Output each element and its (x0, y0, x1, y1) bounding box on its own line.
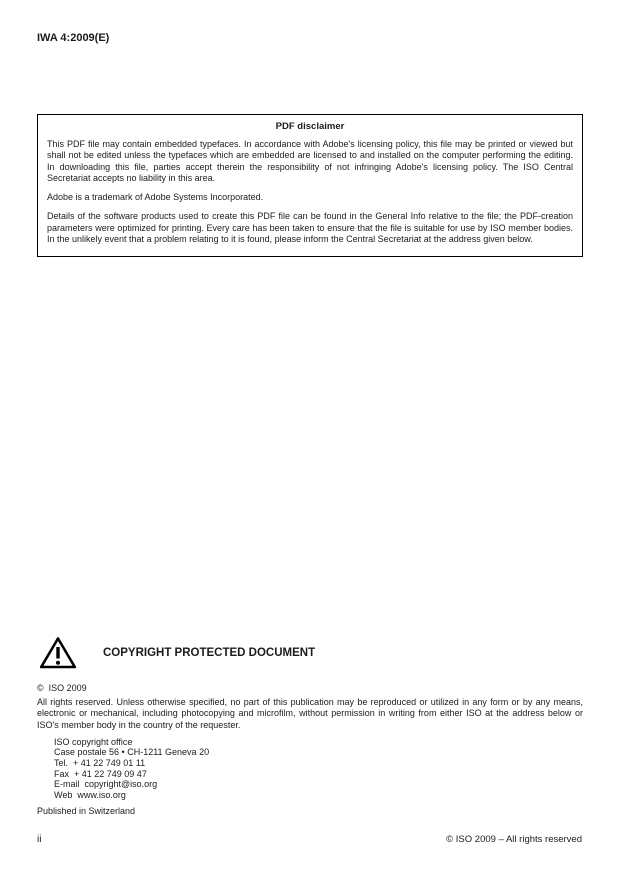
disclaimer-title: PDF disclaimer (275, 121, 345, 132)
disclaimer-paragraph: This PDF file may contain embedded typefaces. In accordance with Adobe's licensing policy, this file may be printed or viewed but shall not be edited unless the typefaces which are embedded are licensed to and installed on the computer performing the editing. In downloading this file, parties accept therein the responsibility of not infringing Adobe's licensing policy. The ISO Central Secretariat accepts no liability in this area. (47, 139, 573, 183)
published-line: Published in Switzerland (37, 806, 136, 817)
disclaimer-paragraph: Adobe is a trademark of Adobe Systems Incorporated. (47, 192, 264, 202)
iso-address-block (54, 737, 583, 801)
address-line-fax: Fax + 41 22 749 09 47 (54, 768, 147, 779)
copyright-section (37, 636, 583, 816)
warning-triangle-icon (39, 636, 77, 670)
address-line-web: Web www.iso.org (54, 789, 126, 800)
address-line-email: E-mail copyright@iso.org (54, 779, 158, 790)
copyright-heading: COPYRIGHT PROTECTED DOCUMENT (103, 647, 316, 659)
disclaimer-paragraph: Details of the software products used to create this PDF file can be found in the General Info relative to the file; the PDF-creation parameters were optimized for printing. Every care has been taken to ensure that the file is suitable for use by ISO member bodies. In the unlikely event that a problem relating to it is found, please inform the Central Secretariat at the address given below. (47, 211, 573, 244)
pdf-disclaimer-box (37, 114, 583, 257)
address-line-postal: Case postale 56 • CH-1211 Geneva 20 (54, 747, 210, 758)
footer-copyright: © ISO 2009 – All rights reserved (446, 834, 582, 845)
page-number: ii (37, 834, 42, 845)
copyright-header (37, 636, 583, 670)
address-line-office: ISO copyright office (54, 736, 133, 747)
copyright-year-line: © ISO 2009 (37, 683, 87, 693)
rights-paragraph: All rights reserved. Unless otherwise specified, no part of this publication may be reproduced or utilized in any form or by any means, electronic or mechanical, including photocopying and microfilm, without permission in writing from either ISO at the address below or ISO's member body in the country of the requester. (37, 697, 583, 730)
document-header-code: IWA 4:2009(E) (37, 32, 110, 44)
address-line-tel: Tel. + 41 22 749 01 11 (54, 757, 146, 768)
page-footer (37, 834, 582, 845)
